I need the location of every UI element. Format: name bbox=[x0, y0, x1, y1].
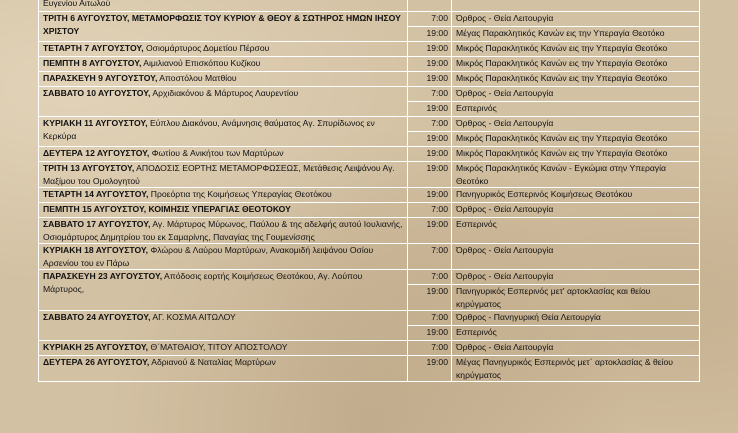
service-description: Όρθρος - Θεία Λειτουργία bbox=[452, 270, 700, 285]
service-time: 19:00 bbox=[408, 218, 452, 244]
service-description: Μέγας Πανηγυρικός Εσπερινός μετ΄ αρτοκλασίας & θείου κηρύγματος bbox=[452, 356, 700, 382]
day-cell bbox=[39, 117, 408, 147]
service-description: Μικρός Παρακλητικός Κανών - Εγκώμια στην Υπεραγία Θεοτόκο bbox=[452, 162, 700, 188]
day-cell bbox=[39, 311, 408, 341]
schedule-body bbox=[39, 0, 700, 382]
service-description bbox=[452, 0, 700, 12]
day-feast-text: Αρχιδιακόνου & Μάρτυρος Λαυρεντίου bbox=[150, 88, 299, 98]
day-cell bbox=[39, 72, 408, 87]
service-description: Μικρός Παρακλητικός Κανών εις την Υπεραγία Θεοτόκο bbox=[452, 42, 700, 57]
day-feast-text: Ευγενίου Αιτωλού bbox=[43, 0, 111, 8]
day-heading: ΣΑΒΒΑΤΟ 10 ΑΥΓΟΥΣΤΟΥ, bbox=[43, 88, 151, 98]
day-cell bbox=[39, 57, 408, 72]
day-heading: ΔΕΥΤΕΡΑ 26 ΑΥΓΟΥΣΤΟΥ, bbox=[43, 357, 150, 367]
service-description: Όρθρος - Θεία Λειτουργία bbox=[452, 203, 700, 218]
service-time bbox=[408, 0, 452, 12]
service-description: Πανηγυρικός Εσπερινός Κοιμήσεως Θεοτόκου bbox=[452, 188, 700, 203]
day-heading: ΤΕΤΑΡΤΗ 14 ΑΥΓΟΥΣΤΟΥ, bbox=[43, 189, 149, 199]
day-cell bbox=[39, 147, 408, 162]
day-heading: ΣΑΒΒΑΤΟ 17 ΑΥΓΟΥΣΤΟΥ, bbox=[43, 219, 151, 229]
schedule-row bbox=[39, 162, 700, 188]
day-feast-text: Αδριανού & Ναταλίας Μαρτύρων bbox=[149, 357, 276, 367]
schedule-row bbox=[39, 244, 700, 270]
service-time: 19:00 bbox=[408, 162, 452, 188]
service-time: 7:00 bbox=[408, 244, 452, 270]
schedule-row bbox=[39, 203, 700, 218]
day-cell bbox=[39, 356, 408, 382]
day-heading: ΠΑΡΑΣΚΕΥΗ 9 ΑΥΓΟΥΣΤΟΥ, bbox=[43, 73, 158, 83]
service-time: 7:00 bbox=[408, 341, 452, 356]
service-description: Όρθρος - Θεία Λειτουργία bbox=[452, 117, 700, 132]
day-cell bbox=[39, 218, 408, 244]
day-cell bbox=[39, 244, 408, 270]
service-time: 7:00 bbox=[408, 203, 452, 218]
day-cell bbox=[39, 42, 408, 57]
service-description: Μικρός Παρακλητικός Κανών εις την Υπεραγία Θεοτόκο bbox=[452, 57, 700, 72]
day-feast-text: Αποστόλου Ματθίου bbox=[157, 73, 237, 83]
day-heading: ΣΑΒΒΑΤΟ 24 ΑΥΓΟΥΣΤΟΥ, bbox=[43, 312, 151, 322]
day-cell bbox=[39, 87, 408, 117]
day-feast-text: Αιμιλιανού Επισκόπου Κυζίκου bbox=[141, 58, 261, 68]
service-time: 19:00 bbox=[408, 356, 452, 382]
day-cell bbox=[39, 341, 408, 356]
service-description: Εσπερινός bbox=[452, 102, 700, 117]
schedule-row bbox=[39, 311, 700, 326]
schedule-row bbox=[39, 147, 700, 162]
service-time: 7:00 bbox=[408, 87, 452, 102]
service-time: 19:00 bbox=[408, 27, 452, 42]
service-description: Όρθρος - Θεία Λειτουργία bbox=[452, 341, 700, 356]
schedule-row bbox=[39, 341, 700, 356]
schedule-row bbox=[39, 12, 700, 27]
service-time: 19:00 bbox=[408, 147, 452, 162]
day-cell bbox=[39, 270, 408, 311]
service-time: 19:00 bbox=[408, 285, 452, 311]
day-feast-text: Οσιομάρτυρος Δομετίου Πέρσου bbox=[143, 43, 270, 53]
service-time: 19:00 bbox=[408, 42, 452, 57]
schedule-row bbox=[39, 270, 700, 285]
day-cell bbox=[39, 203, 408, 218]
day-feast-text: Προεόρτια της Κοιμήσεως Υπεραγίας Θεοτόκου bbox=[148, 189, 332, 199]
schedule-row bbox=[39, 218, 700, 244]
day-feast-text: Φλώρου & Λαύρου Μαρτύρων, Ανακομιδή λειψάνου Οσίου Αρσενίου του εν Πάρω bbox=[43, 245, 374, 268]
service-time: 19:00 bbox=[408, 72, 452, 87]
service-description: Όρθρος - Θεία Λειτουργία bbox=[452, 244, 700, 270]
service-description: Μικρός Παρακλητικός Κανών εις την Υπεραγία Θεοτόκο bbox=[452, 147, 700, 162]
service-description: Εσπερινός bbox=[452, 326, 700, 341]
day-cell bbox=[39, 12, 408, 42]
day-cell bbox=[39, 188, 408, 203]
day-feast-text: Απόδοσις εορτής Κοιμήσεως Θεοτόκου, Αγ. Λούπου Μάρτυρος, bbox=[43, 271, 363, 294]
service-time: 19:00 bbox=[408, 132, 452, 147]
day-heading: ΤΡΙΤΗ 6 ΑΥΓΟΥΣΤΟΥ, ΜΕΤΑΜΟΡΦΩΣΙΣ ΤΟΥ ΚΥΡΙΟΥ & ΘΕΟΥ & ΣΩΤΗΡΟΣ ΗΜΩΝ ΙΗΣΟΥ ΧΡΙΣΤΟΥ bbox=[43, 13, 401, 36]
day-heading: ΤΡΙΤΗ 13 ΑΥΓΟΥΣΤΟΥ, bbox=[43, 163, 135, 173]
day-feast-text: Αγ. Μάρτυρος Μύρωνος, Παύλου & της αδελφής αυτού Ιουλιανής, Οσιομάρτυρος Δημητρίου του εκ Σαμαρίνης, Παναγίας της Γουμενίσσης bbox=[43, 219, 403, 242]
service-time: 19:00 bbox=[408, 57, 452, 72]
service-time: 19:00 bbox=[408, 102, 452, 117]
service-description: Μέγας Παρακλητικός Κανών εις την Υπεραγία Θεοτόκο bbox=[452, 27, 700, 42]
service-time: 7:00 bbox=[408, 12, 452, 27]
schedule-row bbox=[39, 188, 700, 203]
day-feast-text: ΑΓ. ΚΟΣΜΑ ΑΙΤΩΛΟΥ bbox=[150, 312, 236, 322]
day-heading: ΔΕΥΤΕΡΑ 12 ΑΥΓΟΥΣΤΟΥ, bbox=[43, 148, 150, 158]
day-heading: ΚΥΡΙΑΚΗ 11 ΑΥΓΟΥΣΤΟΥ, bbox=[43, 118, 148, 128]
day-feast-text: ΑΠΟΔΟΣΙΣ ΕΟΡΤΗΣ ΜΕΤΑΜΟΡΦΩΣΕΩΣ, Μετάθεσις Λειψάνου Αγ. Μαξίμου του Ομολογητού bbox=[43, 163, 395, 186]
schedule-row bbox=[39, 0, 700, 12]
schedule-table bbox=[38, 0, 700, 382]
day-heading: ΚΥΡΙΑΚΗ 25 ΑΥΓΟΥΣΤΟΥ, bbox=[43, 342, 149, 352]
day-heading: ΚΥΡΙΑΚΗ 18 ΑΥΓΟΥΣΤΟΥ, bbox=[43, 245, 149, 255]
schedule-row bbox=[39, 117, 700, 132]
schedule-row bbox=[39, 356, 700, 382]
schedule-row bbox=[39, 72, 700, 87]
day-heading: ΤΕΤΑΡΤΗ 7 ΑΥΓΟΥΣΤΟΥ, bbox=[43, 43, 144, 53]
day-heading: ΠΑΡΑΣΚΕΥΗ 23 ΑΥΓΟΥΣΤΟΥ, bbox=[43, 271, 163, 281]
day-feast-text: Φωτίου & Ανικήτου των Μαρτύρων bbox=[149, 148, 284, 158]
service-description: Όρθρος - Πανηγυρική Θεία Λειτουργία bbox=[452, 311, 700, 326]
day-cell bbox=[39, 0, 408, 12]
service-description: Μικρός Παρακλητικός Κανών εις την Υπεραγία Θεοτόκο bbox=[452, 132, 700, 147]
day-heading: ΠΕΜΠΤΗ 15 ΑΥΓΟΥΣΤΟΥ, ΚΟΙΜΗΣΙΣ ΥΠΕΡΑΓΙΑΣ ΘΕΟΤΟΚΟΥ bbox=[43, 204, 291, 214]
service-description: Όρθρος - Θεία Λειτουργία bbox=[452, 87, 700, 102]
service-description: Μικρός Παρακλητικός Κανών εις την Υπεραγία Θεοτόκο bbox=[452, 72, 700, 87]
service-time: 7:00 bbox=[408, 117, 452, 132]
schedule-row bbox=[39, 57, 700, 72]
schedule-row bbox=[39, 87, 700, 102]
service-time: 7:00 bbox=[408, 311, 452, 326]
schedule-row bbox=[39, 42, 700, 57]
service-time: 19:00 bbox=[408, 326, 452, 341]
service-description: Εσπερινός bbox=[452, 218, 700, 244]
day-heading: ΠΕΜΠΤΗ 8 ΑΥΓΟΥΣΤΟΥ, bbox=[43, 58, 142, 68]
service-time: 7:00 bbox=[408, 270, 452, 285]
day-cell bbox=[39, 162, 408, 188]
day-feast-text: Θ΄ΜΑΤΘΑΙΟΥ, ΤΙΤΟΥ ΑΠΟΣΤΟΛΟΥ bbox=[148, 342, 288, 352]
day-feast-text: Εύπλου Διακόνου, Ανάμνησις θαύματος Αγ. Σπυρίδωνος εν Κερκύρα bbox=[43, 118, 375, 141]
service-description: Πανηγυρικός Εσπερινός μετ' αρτοκλασίας και θείου κηρύγματος bbox=[452, 285, 700, 311]
service-description: Όρθρος - Θεία Λειτουργία bbox=[452, 12, 700, 27]
service-time: 19:00 bbox=[408, 188, 452, 203]
